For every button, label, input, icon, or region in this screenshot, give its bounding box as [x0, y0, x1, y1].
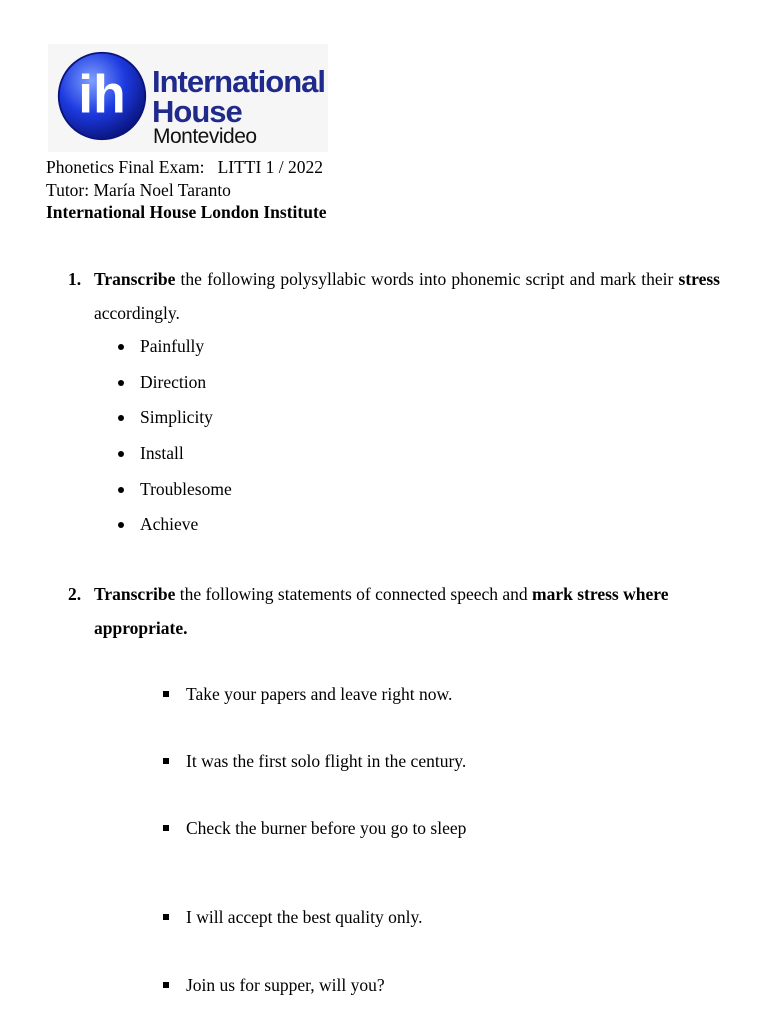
q2-text-middle: the following statements of connected speech and — [175, 584, 533, 604]
logo-text-international: International — [152, 64, 326, 99]
word-list — [116, 329, 232, 543]
question-2-text — [94, 577, 734, 645]
logo-text-house: House — [152, 94, 242, 129]
bullet-icon — [118, 451, 124, 457]
sentence-text: It was the first solo flight in the century. — [186, 751, 467, 771]
sentence-text: I will accept the best quality only. — [186, 907, 423, 927]
question-1-number: 1. — [68, 269, 82, 289]
word: Painfully — [140, 336, 205, 356]
square-bullet-icon — [163, 758, 169, 764]
bullet-icon — [118, 487, 124, 493]
square-bullet-icon — [163, 691, 169, 697]
word: Direction — [140, 371, 207, 392]
list-item — [116, 365, 232, 401]
word: Simplicity — [140, 407, 213, 428]
q2-bold-transcribe: Transcribe — [94, 584, 176, 604]
bullet-icon — [118, 415, 124, 421]
list-item — [116, 507, 232, 543]
institute-line: International House London Institute — [46, 202, 327, 222]
bullet-icon — [118, 344, 124, 350]
svg-text:ih: ih — [78, 65, 126, 125]
bullet-icon — [118, 522, 124, 528]
logo-text-montevideo: Montevideo — [153, 125, 257, 148]
exam-title: Phonetics Final Exam: LITTI 1 / 2022 — [46, 157, 324, 177]
list-item — [116, 329, 232, 365]
sentence-text: Check the burner before you go to sleep — [186, 818, 467, 838]
sentence-text: Join us for supper, will you? — [186, 975, 385, 995]
question-2 — [68, 577, 728, 649]
q1-text-middle: the following polysyllabic words into phonemic script and mark their — [175, 269, 679, 289]
list-item — [116, 472, 232, 508]
sentence-text: Take your papers and leave right now. — [186, 684, 453, 704]
q2-bold-mark-stress: mark stress where appropriate. — [94, 584, 669, 638]
question-1 — [68, 262, 720, 334]
word: Achieve — [140, 514, 199, 535]
list-item — [116, 400, 232, 436]
exam-header — [46, 156, 327, 224]
bullet-icon — [118, 380, 124, 386]
q1-bold-stress: stress — [678, 269, 720, 289]
square-bullet-icon — [163, 982, 169, 988]
question-1-text — [94, 262, 720, 330]
square-bullet-icon — [163, 825, 169, 831]
q1-text-end: accordingly. — [94, 303, 180, 323]
ih-emblem-icon — [56, 50, 148, 142]
square-bullet-icon — [163, 914, 169, 920]
q1-bold-transcribe: Transcribe — [94, 269, 176, 289]
word: Install — [140, 443, 184, 464]
question-2-number: 2. — [68, 584, 82, 604]
international-house-logo — [48, 44, 328, 152]
word: Troublesome — [140, 478, 232, 499]
tutor-line: Tutor: María Noel Taranto — [46, 179, 231, 200]
list-item — [116, 436, 232, 472]
